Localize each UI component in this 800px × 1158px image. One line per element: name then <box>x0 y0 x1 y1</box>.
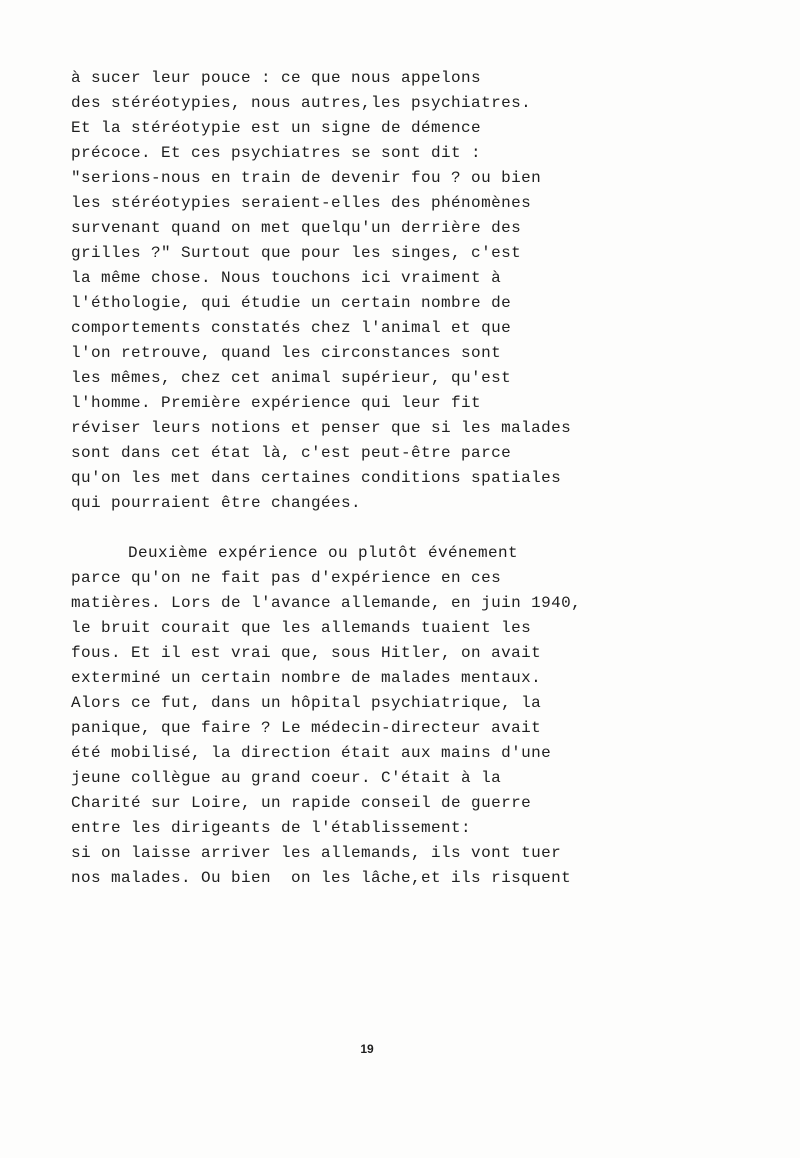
text-line: précoce. Et ces psychiatres se sont dit : <box>71 144 482 162</box>
text-line: qu'on les met dans certaines conditions spatiales <box>71 469 562 487</box>
paragraph-2 <box>71 541 581 891</box>
text-line: la même chose. Nous touchons ici vraiment à <box>71 269 502 287</box>
text-line: matières. Lors de l'avance allemande, en juin 1940, <box>71 594 582 612</box>
text-line: réviser leurs notions et penser que si les malades <box>71 419 572 437</box>
text-line: panique, que faire ? Le médecin-directeur avait <box>71 719 542 737</box>
text-line: exterminé un certain nombre de malades mentaux. <box>71 669 542 687</box>
text-line: parce qu'on ne fait pas d'expérience en ces <box>71 569 502 587</box>
text-line: les stéréotypies seraient-elles des phénomènes <box>71 194 532 212</box>
text-line: nos malades. Ou bien on les lâche,et ils risquent <box>71 869 572 887</box>
text-line: les mêmes, chez cet animal supérieur, qu'est <box>71 369 512 387</box>
text-line: entre les dirigeants de l'établissement: <box>71 819 472 837</box>
text-line: qui pourraient être changées. <box>71 494 362 512</box>
paragraph-1 <box>71 66 571 516</box>
text-line: sont dans cet état là, c'est peut-être parce <box>71 444 512 462</box>
page-number: 19 <box>360 1042 374 1056</box>
text-line: l'on retrouve, quand les circonstances sont <box>71 344 502 362</box>
text-line: grilles ?" Surtout que pour les singes, c'est <box>71 244 522 262</box>
text-line: des stéréotypies, nous autres,les psychiatres. <box>71 94 532 112</box>
text-line: Charité sur Loire, un rapide conseil de guerre <box>71 794 532 812</box>
text-line: l'homme. Première expérience qui leur fit <box>71 394 482 412</box>
text-line: si on laisse arriver les allemands, ils vont tuer <box>71 844 562 862</box>
text-line: comportements constatés chez l'animal et que <box>71 319 512 337</box>
text-line: jeune collègue au grand coeur. C'était à la <box>71 769 502 787</box>
text-line: le bruit courait que les allemands tuaient les <box>71 619 532 637</box>
text-line: à sucer leur pouce : ce que nous appelons <box>71 69 482 87</box>
text-line: "serions-nous en train de devenir fou ? ou bien <box>71 169 542 187</box>
text-line: fous. Et il est vrai que, sous Hitler, on avait <box>71 644 542 662</box>
text-line: survenant quand on met quelqu'un derrière des <box>71 219 522 237</box>
text-line-indented: Deuxième expérience ou plutôt événement <box>128 544 519 562</box>
text-line: Et la stéréotypie est un signe de démence <box>71 119 482 137</box>
text-line: l'éthologie, qui étudie un certain nombre de <box>71 294 512 312</box>
text-line: été mobilisé, la direction était aux mains d'une <box>71 744 552 762</box>
text-line: Alors ce fut, dans un hôpital psychiatrique, la <box>71 694 542 712</box>
